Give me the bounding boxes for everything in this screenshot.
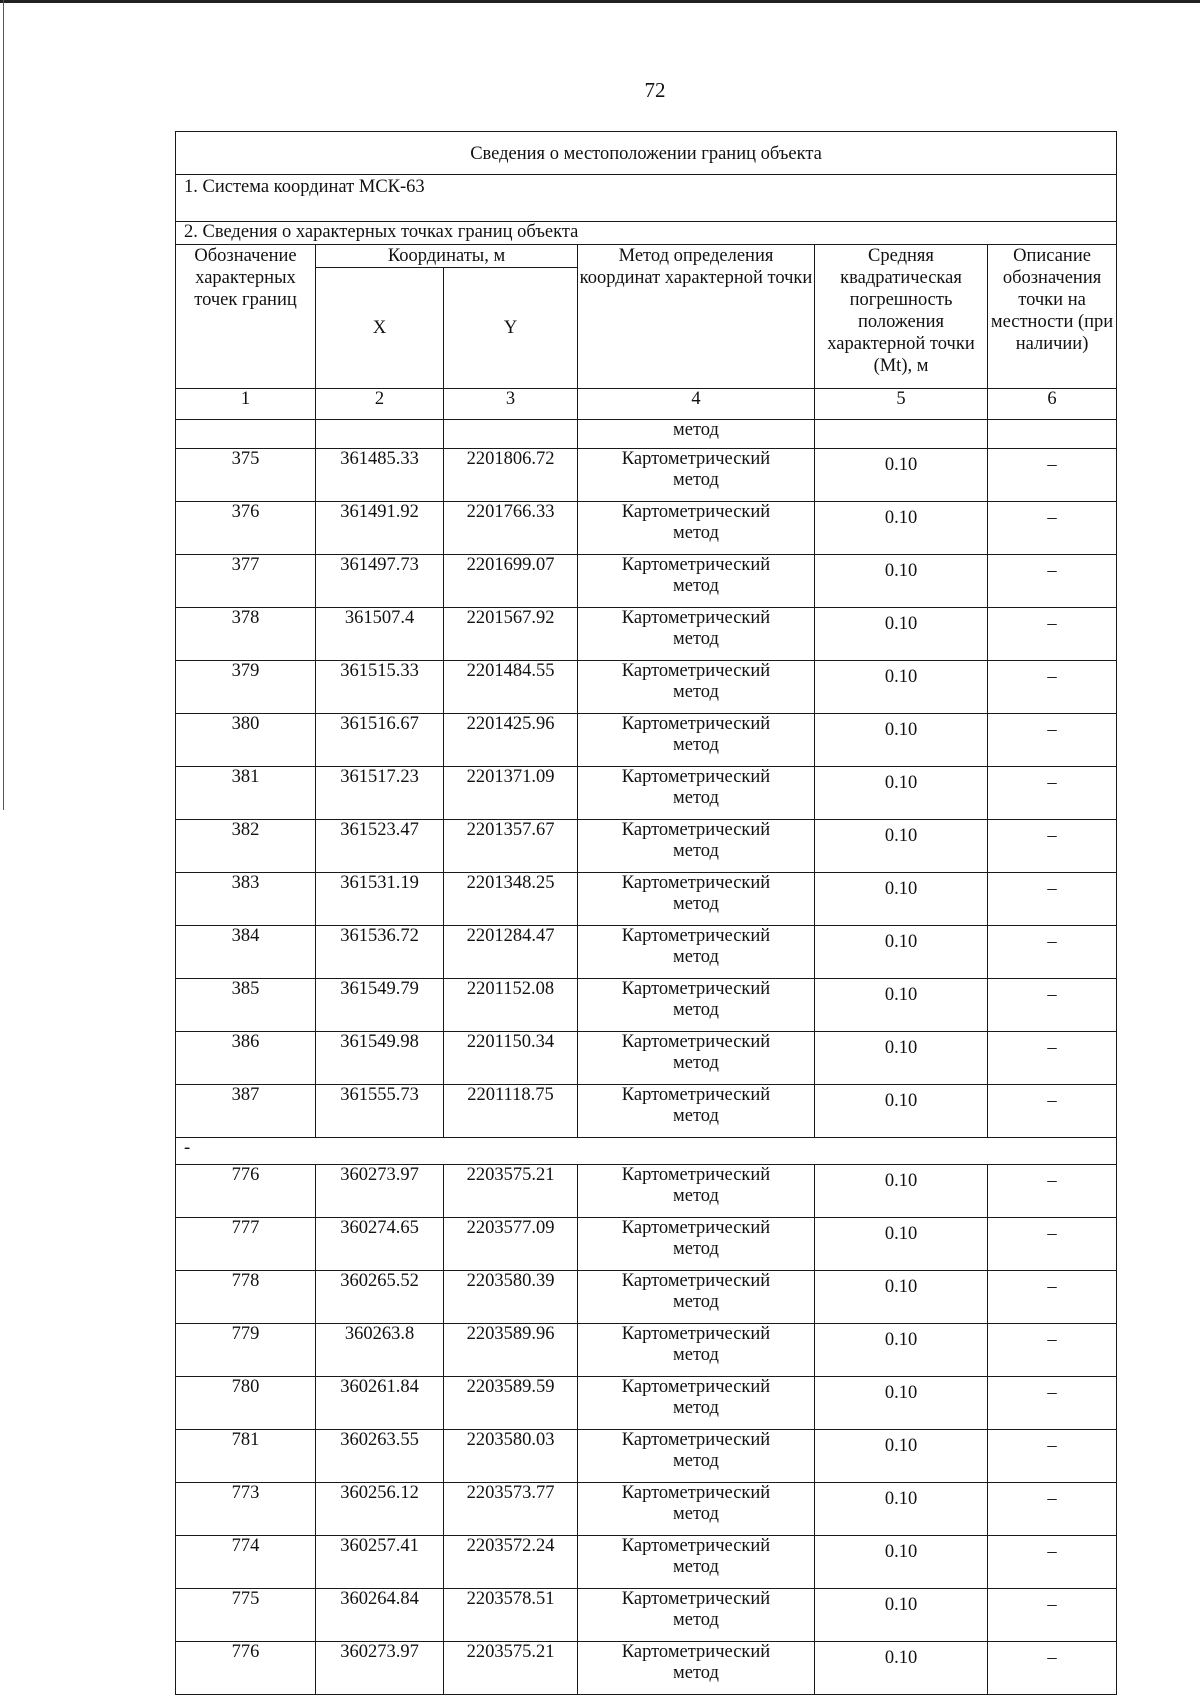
description-value: – <box>988 1271 1117 1324</box>
table-row <box>176 1483 1117 1536</box>
table-row <box>176 820 1117 873</box>
coord-y: 2201152.08 <box>444 979 578 1032</box>
point-id: 375 <box>176 449 316 502</box>
method-line-1: Картометрический <box>621 1430 771 1450</box>
method-cell <box>578 1218 815 1271</box>
point-id: 378 <box>176 608 316 661</box>
coord-x: 361555.73 <box>316 1085 444 1138</box>
coordinate-system: 1. Система координат МСК-63 <box>176 175 1117 222</box>
description-value: – <box>988 1218 1117 1271</box>
coord-y: 2203589.59 <box>444 1377 578 1430</box>
method-line-2: метод <box>673 1557 719 1577</box>
coord-x: 360265.52 <box>316 1271 444 1324</box>
error-value: 0.10 <box>815 1430 988 1483</box>
description-value: – <box>988 1165 1117 1218</box>
header-x: X <box>316 268 444 389</box>
continuation-cell <box>444 420 578 449</box>
table-title: Сведения о местоположении границ объекта <box>176 132 1117 175</box>
error-value: 0.10 <box>815 820 988 873</box>
error-value: 0.10 <box>815 1218 988 1271</box>
continuation-cell <box>988 420 1117 449</box>
method-cell <box>578 661 815 714</box>
table-row <box>176 1085 1117 1138</box>
coord-y: 2203577.09 <box>444 1218 578 1271</box>
header-point: Обозначение характерных точек границ <box>176 245 316 389</box>
coord-x: 361523.47 <box>316 820 444 873</box>
error-value: 0.10 <box>815 608 988 661</box>
method-line-1: Картометрический <box>621 1377 771 1397</box>
coord-y: 2201357.67 <box>444 820 578 873</box>
table-row <box>176 1271 1117 1324</box>
coord-x: 361515.33 <box>316 661 444 714</box>
error-value: 0.10 <box>815 449 988 502</box>
coord-x: 360273.97 <box>316 1642 444 1695</box>
error-value: 0.10 <box>815 1165 988 1218</box>
method-line-1: Картометрический <box>621 1483 771 1503</box>
description-value: – <box>988 1536 1117 1589</box>
method-line-1: Картометрический <box>621 1085 771 1105</box>
coord-x: 360273.97 <box>316 1165 444 1218</box>
coord-x: 360257.41 <box>316 1536 444 1589</box>
method-line-1: Картометрический <box>621 1271 771 1291</box>
coord-y: 2203580.03 <box>444 1430 578 1483</box>
method-line-1: Картометрический <box>621 1218 771 1238</box>
method-line-1: Картометрический <box>621 1165 771 1185</box>
method-line-1: Картометрический <box>621 979 771 999</box>
section-heading: 2. Сведения о характерных точках границ объекта <box>176 222 1117 245</box>
page-left-edge <box>3 0 4 810</box>
point-id: 781 <box>176 1430 316 1483</box>
coord-x: 361507.4 <box>316 608 444 661</box>
error-value: 0.10 <box>815 1483 988 1536</box>
coord-y: 2201425.96 <box>444 714 578 767</box>
error-value: 0.10 <box>815 1085 988 1138</box>
method-line-2: метод <box>673 788 719 808</box>
method-line-2: метод <box>673 1000 719 1020</box>
method-line-1: Картометрический <box>621 1642 771 1662</box>
table-row <box>176 1032 1117 1085</box>
coord-y: 2201699.07 <box>444 555 578 608</box>
continuation-method: метод <box>578 420 815 449</box>
coord-y: 2201806.72 <box>444 449 578 502</box>
group-separator: - <box>176 1138 1117 1165</box>
point-id: 380 <box>176 714 316 767</box>
coord-x: 360274.65 <box>316 1218 444 1271</box>
table-row <box>176 767 1117 820</box>
coord-x: 360256.12 <box>316 1483 444 1536</box>
table-row <box>176 1165 1117 1218</box>
coord-y: 2203589.96 <box>444 1324 578 1377</box>
boundary-points-table <box>175 131 1117 1695</box>
method-cell <box>578 1324 815 1377</box>
table-row <box>176 1324 1117 1377</box>
method-line-1: Картометрический <box>621 1589 771 1609</box>
description-value: – <box>988 1642 1117 1695</box>
method-line-2: метод <box>673 1106 719 1126</box>
header-description: Описание обозначения точки на местности (при наличии) <box>988 245 1117 389</box>
method-line-1: Картометрический <box>621 502 771 522</box>
coord-y: 2203573.77 <box>444 1483 578 1536</box>
method-cell <box>578 1430 815 1483</box>
point-id: 382 <box>176 820 316 873</box>
table-row <box>176 1536 1117 1589</box>
coord-x: 360264.84 <box>316 1589 444 1642</box>
continuation-cell <box>815 420 988 449</box>
coord-y: 2201766.33 <box>444 502 578 555</box>
point-id: 384 <box>176 926 316 979</box>
description-value: – <box>988 1589 1117 1642</box>
method-cell <box>578 1377 815 1430</box>
description-value: – <box>988 1483 1117 1536</box>
table-row <box>176 1218 1117 1271</box>
error-value: 0.10 <box>815 502 988 555</box>
method-cell <box>578 1589 815 1642</box>
method-line-2: метод <box>673 682 719 702</box>
col-number-5: 5 <box>815 389 988 420</box>
method-line-2: метод <box>673 841 719 861</box>
table-row <box>176 1642 1117 1695</box>
coord-x: 361531.19 <box>316 873 444 926</box>
point-id: 777 <box>176 1218 316 1271</box>
description-value: – <box>988 1324 1117 1377</box>
method-cell <box>578 1165 815 1218</box>
point-id: 779 <box>176 1324 316 1377</box>
page-number: 72 <box>644 78 666 102</box>
method-line-2: метод <box>673 576 719 596</box>
description-value: – <box>988 820 1117 873</box>
method-cell <box>578 1085 815 1138</box>
error-value: 0.10 <box>815 1032 988 1085</box>
coord-y: 2201348.25 <box>444 873 578 926</box>
coord-y: 2201118.75 <box>444 1085 578 1138</box>
description-value: – <box>988 661 1117 714</box>
col-number-1: 1 <box>176 389 316 420</box>
point-id: 776 <box>176 1165 316 1218</box>
method-line-1: Картометрический <box>621 767 771 787</box>
table-row <box>176 1377 1117 1430</box>
description-value: – <box>988 1430 1117 1483</box>
method-line-1: Картометрический <box>621 608 771 628</box>
method-cell <box>578 1271 815 1324</box>
method-line-2: метод <box>673 1345 719 1365</box>
method-cell <box>578 1483 815 1536</box>
point-id: 385 <box>176 979 316 1032</box>
error-value: 0.10 <box>815 1324 988 1377</box>
method-cell <box>578 767 815 820</box>
error-value: 0.10 <box>815 1536 988 1589</box>
header-method: Метод определения координат характерной точки <box>578 245 815 389</box>
point-id: 376 <box>176 502 316 555</box>
method-line-1: Картометрический <box>621 449 771 469</box>
method-cell <box>578 1642 815 1695</box>
error-value: 0.10 <box>815 1642 988 1695</box>
col-number-3: 3 <box>444 389 578 420</box>
point-id: 778 <box>176 1271 316 1324</box>
method-line-1: Картометрический <box>621 555 771 575</box>
method-line-2: метод <box>673 629 719 649</box>
method-cell <box>578 608 815 661</box>
description-value: – <box>988 926 1117 979</box>
method-line-2: метод <box>673 735 719 755</box>
method-cell <box>578 820 815 873</box>
description-value: – <box>988 1085 1117 1138</box>
table-row <box>176 979 1117 1032</box>
page-top-edge <box>0 0 1200 3</box>
coord-y: 2201484.55 <box>444 661 578 714</box>
col-number-2: 2 <box>316 389 444 420</box>
coord-y: 2203580.39 <box>444 1271 578 1324</box>
method-cell <box>578 1032 815 1085</box>
point-id: 776 <box>176 1642 316 1695</box>
method-cell <box>578 714 815 767</box>
method-line-2: метод <box>673 1292 719 1312</box>
coord-x: 361516.67 <box>316 714 444 767</box>
header-y: Y <box>444 268 578 389</box>
coord-x: 360263.8 <box>316 1324 444 1377</box>
description-value: – <box>988 502 1117 555</box>
method-line-2: метод <box>673 894 719 914</box>
method-line-1: Картометрический <box>621 873 771 893</box>
method-cell <box>578 449 815 502</box>
method-line-2: метод <box>673 1663 719 1683</box>
method-line-1: Картометрический <box>621 820 771 840</box>
coord-x: 361491.92 <box>316 502 444 555</box>
method-line-2: метод <box>673 1610 719 1630</box>
table-row <box>176 555 1117 608</box>
point-id: 386 <box>176 1032 316 1085</box>
coord-x: 360263.55 <box>316 1430 444 1483</box>
header-coords: Координаты, м <box>316 245 578 268</box>
coord-x: 361517.23 <box>316 767 444 820</box>
description-value: – <box>988 1377 1117 1430</box>
point-id: 773 <box>176 1483 316 1536</box>
method-cell <box>578 502 815 555</box>
method-line-2: метод <box>673 1451 719 1471</box>
coord-y: 2201371.09 <box>444 767 578 820</box>
table-row <box>176 449 1117 502</box>
continuation-cell <box>316 420 444 449</box>
method-line-2: метод <box>673 523 719 543</box>
point-id: 774 <box>176 1536 316 1589</box>
point-id: 381 <box>176 767 316 820</box>
table-row <box>176 714 1117 767</box>
table-row <box>176 661 1117 714</box>
table-row <box>176 1430 1117 1483</box>
table-row <box>176 926 1117 979</box>
coord-y: 2203575.21 <box>444 1165 578 1218</box>
method-line-1: Картометрический <box>621 661 771 681</box>
description-value: – <box>988 1032 1117 1085</box>
coord-x: 361485.33 <box>316 449 444 502</box>
error-value: 0.10 <box>815 767 988 820</box>
error-value: 0.10 <box>815 1271 988 1324</box>
coord-y: 2203572.24 <box>444 1536 578 1589</box>
description-value: – <box>988 449 1117 502</box>
method-line-1: Картометрический <box>621 1032 771 1052</box>
coord-y: 2201150.34 <box>444 1032 578 1085</box>
description-value: – <box>988 979 1117 1032</box>
header-error: Средняя квадратическая погрешность положения характерной точки (Mt), м <box>815 245 988 389</box>
error-value: 0.10 <box>815 926 988 979</box>
group-separator-row <box>176 1138 1117 1165</box>
method-line-2: метод <box>673 1504 719 1524</box>
coord-y: 2201567.92 <box>444 608 578 661</box>
table-row <box>176 608 1117 661</box>
error-value: 0.10 <box>815 661 988 714</box>
error-value: 0.10 <box>815 1377 988 1430</box>
coord-x: 361549.98 <box>316 1032 444 1085</box>
coord-x: 361549.79 <box>316 979 444 1032</box>
description-value: – <box>988 873 1117 926</box>
description-value: – <box>988 714 1117 767</box>
description-value: – <box>988 608 1117 661</box>
method-cell <box>578 555 815 608</box>
coord-x: 361497.73 <box>316 555 444 608</box>
coord-y: 2201284.47 <box>444 926 578 979</box>
error-value: 0.10 <box>815 1589 988 1642</box>
method-cell <box>578 926 815 979</box>
method-cell <box>578 1536 815 1589</box>
point-id: 379 <box>176 661 316 714</box>
method-line-2: метод <box>673 1053 719 1073</box>
error-value: 0.10 <box>815 714 988 767</box>
error-value: 0.10 <box>815 979 988 1032</box>
col-number-4: 4 <box>578 389 815 420</box>
table-row <box>176 502 1117 555</box>
coord-y: 2203575.21 <box>444 1642 578 1695</box>
method-line-1: Картометрический <box>621 1536 771 1556</box>
method-line-1: Картометрический <box>621 714 771 734</box>
continuation-cell <box>176 420 316 449</box>
coord-x: 360261.84 <box>316 1377 444 1430</box>
method-line-2: метод <box>673 1398 719 1418</box>
error-value: 0.10 <box>815 873 988 926</box>
table-row <box>176 1589 1117 1642</box>
point-id: 775 <box>176 1589 316 1642</box>
method-line-2: метод <box>673 947 719 967</box>
method-line-2: метод <box>673 1239 719 1259</box>
error-value: 0.10 <box>815 555 988 608</box>
col-number-6: 6 <box>988 389 1117 420</box>
point-id: 780 <box>176 1377 316 1430</box>
coord-x: 361536.72 <box>316 926 444 979</box>
description-value: – <box>988 555 1117 608</box>
table-row <box>176 873 1117 926</box>
method-cell <box>578 873 815 926</box>
point-id: 387 <box>176 1085 316 1138</box>
description-value: – <box>988 767 1117 820</box>
method-line-2: метод <box>673 470 719 490</box>
point-id: 383 <box>176 873 316 926</box>
method-cell <box>578 979 815 1032</box>
method-line-2: метод <box>673 1186 719 1206</box>
coord-y: 2203578.51 <box>444 1589 578 1642</box>
point-id: 377 <box>176 555 316 608</box>
method-line-1: Картометрический <box>621 926 771 946</box>
method-line-1: Картометрический <box>621 1324 771 1344</box>
